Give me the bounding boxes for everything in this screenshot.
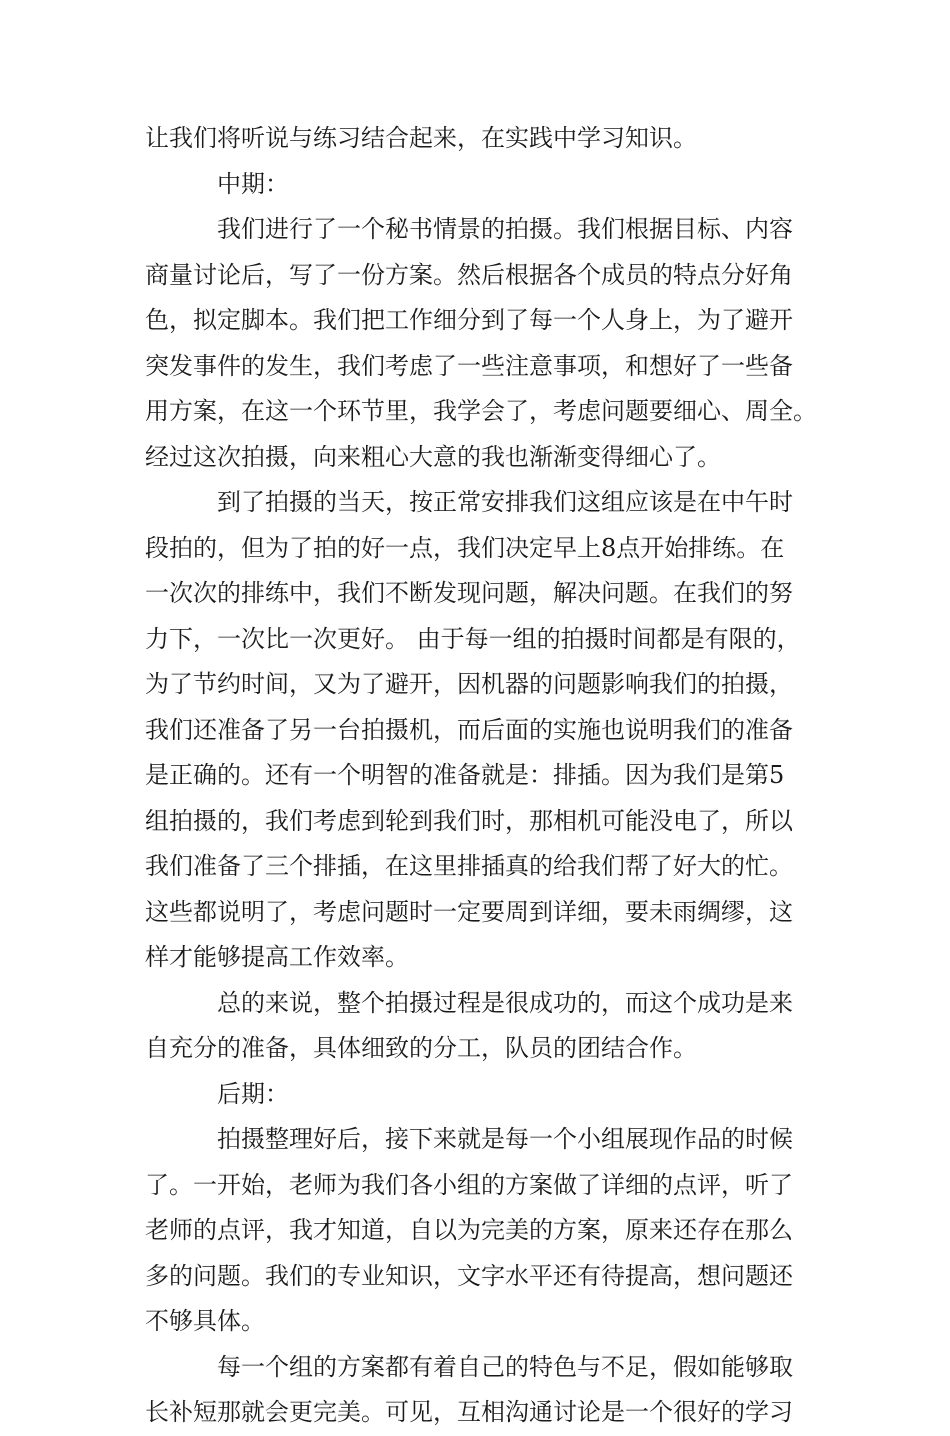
text-line: 我们还准备了另一台拍摄机，而后面的实施也说明我们的准备 [145, 715, 793, 744]
text-line: 了。一开始，老师为我们各小组的方案做了详细的点评，听了 [145, 1170, 793, 1199]
text-line: 经过这次拍摄，向来粗心大意的我也渐渐变得细心了。 [145, 442, 721, 471]
text-line: 拍摄整理好后，接下来就是每一个小组展现作品的时候 [217, 1125, 793, 1153]
text-line: 自充分的准备，具体细致的分工，队员的团结合作。 [145, 1034, 697, 1062]
text-line: 是正确的。还有一个明智的准备就是：排插。因为我们是第5 [145, 761, 785, 789]
text-line: 组拍摄的，我们考虑到轮到我们时，那相机可能没电了，所以 [145, 806, 793, 835]
text-line: 色，拟定脚本。我们把工作细分到了每一个人身上，为了避开 [145, 306, 793, 334]
text-line: 长补短那就会更完美。可见，互相沟通讨论是一个很好的学习 [145, 1398, 793, 1426]
text-line: 老师的点评，我才知道，自以为完美的方案，原来还存在那么 [145, 1216, 793, 1244]
text-line: 中期： [217, 169, 289, 198]
text-line: 多的问题。我们的专业知识，文字水平还有待提高，想问题还 [145, 1261, 793, 1290]
text-line: 为了节约时间，又为了避开，因机器的问题影响我们的拍摄， [145, 670, 793, 698]
text-line: 力下，一次比一次更好。 由于每一组的拍摄时间都是有限的， [145, 624, 801, 653]
text-line: 样才能够提高工作效率。 [145, 943, 409, 971]
text-line: 后期： [217, 1079, 289, 1108]
text-line: 我们准备了三个排插，在这里排插真的给我们帮了好大的忙。 [145, 852, 793, 880]
text-line: 段拍的，但为了拍的好一点，我们决定早上8点开始排练。在 [145, 533, 785, 562]
text-line: 用方案，在这一个环节里，我学会了，考虑问题要细心、周全。 [145, 397, 817, 425]
document-body [145, 116, 825, 1436]
text-line: 商量讨论后，写了一份方案。然后根据各个成员的特点分好角 [145, 260, 793, 289]
text-line: 突发事件的发生，我们考虑了一些注意事项，和想好了一些备 [145, 351, 793, 380]
text-line: 不够具体。 [145, 1307, 265, 1335]
text-line: 这些都说明了，考虑问题时一定要周到详细，要未雨绸缪，这 [145, 897, 793, 926]
text-line: 总的来说，整个拍摄过程是很成功的，而这个成功是来 [217, 988, 793, 1017]
text-line: 到了拍摄的当天，按正常安排我们这组应该是在中午时 [217, 488, 793, 516]
text-line: 一次次的排练中，我们不断发现问题，解决问题。在我们的努 [145, 579, 793, 607]
text-line: 我们进行了一个秘书情景的拍摄。我们根据目标、内容 [217, 215, 793, 243]
text-line: 让我们将听说与练习结合起来，在实践中学习知识。 [145, 124, 697, 152]
text-line: 每一个组的方案都有着自己的特色与不足，假如能够取 [217, 1352, 793, 1381]
